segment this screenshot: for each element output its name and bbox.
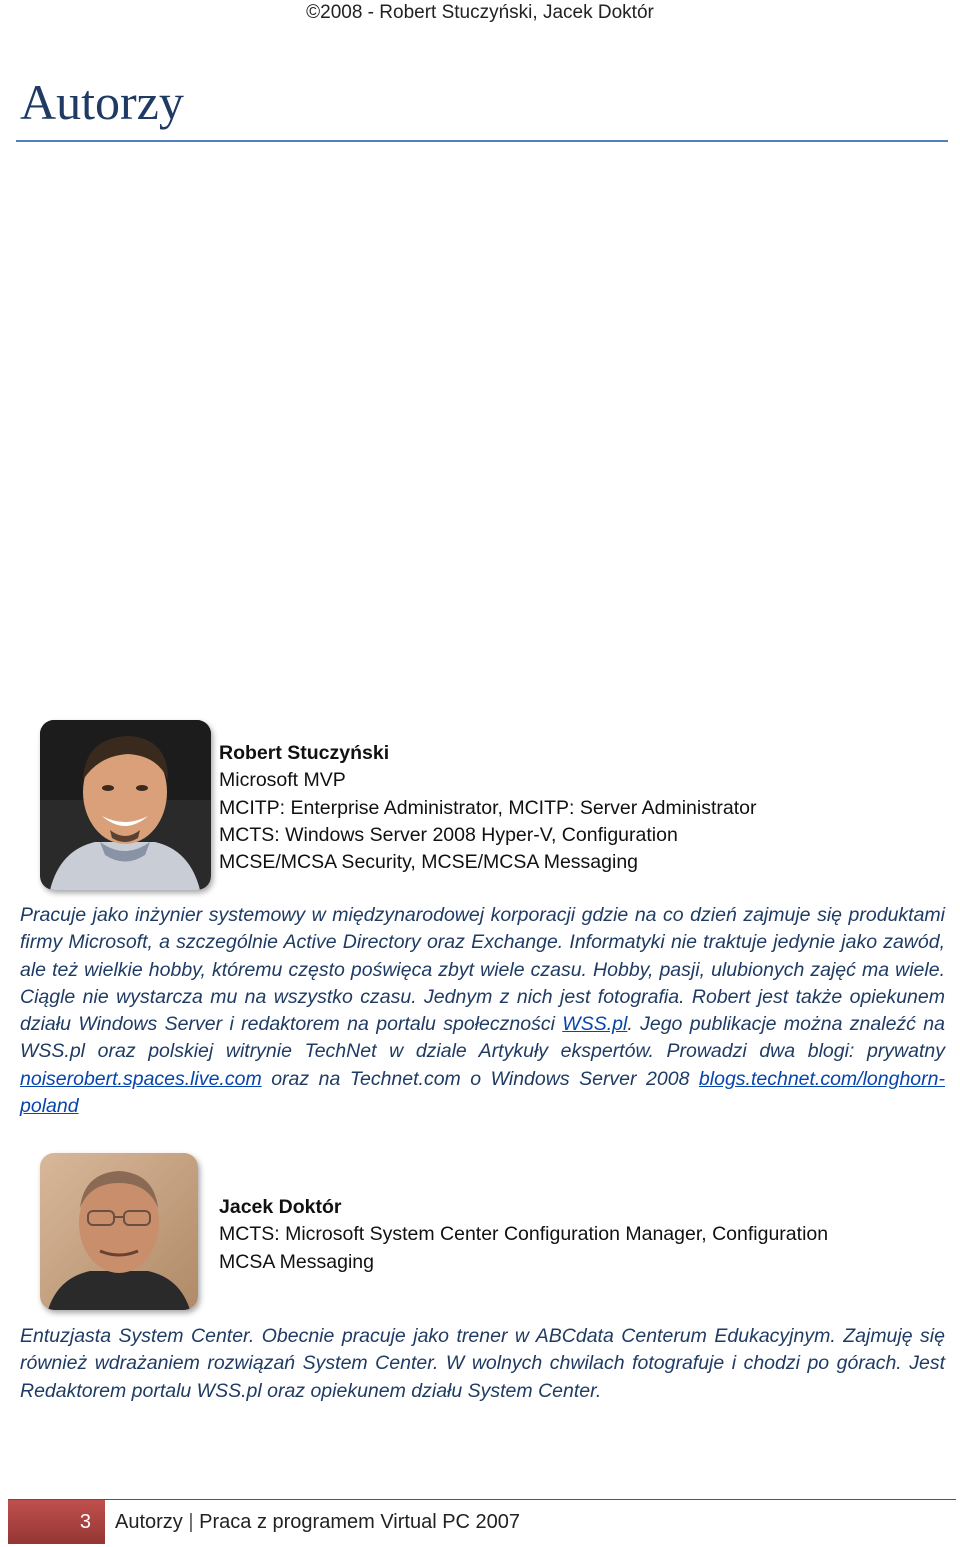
footer-section: Autorzy <box>115 1511 183 1533</box>
author-credential: MCSA Messaging <box>219 1250 374 1273</box>
bio-text: Pracuje jako inżynier systemowy w międzynarodowej korporacji gdzie na co dzień zajmuje się produktami firmy Microsoft, a szczególnie Active Directory oraz Exchange. Informatyki nie traktuje jedynie jako zawód, ale też wielkie hobby, któremu często poświęca zbyt wiele czasu. Hobby, pasji, ulubionych zajęć ma wiele. Ciągle nie wystarcza mu na wszystko czasu. Jednym z nich jest fotografia. Robert jest także opiekunem działu Windows Server i redaktorem na portalu społeczności <box>20 904 945 1036</box>
author-bio-robert <box>20 902 945 1120</box>
page-title: Autorzy <box>20 74 184 130</box>
link-private-blog[interactable]: noiserobert.spaces.live.com <box>20 1067 262 1090</box>
link-wss[interactable]: WSS.pl <box>562 1013 628 1036</box>
author-info-robert <box>219 740 756 876</box>
footer-title <box>115 1508 520 1536</box>
author-credential: MCITP: Enterprise Administrator, MCITP: Server Administrator <box>219 796 757 819</box>
author-name: Robert Stuczyński <box>219 742 390 764</box>
author-photo-robert <box>40 720 211 890</box>
author-credential: MCSE/MCSA Security, MCSE/MCSA Messaging <box>219 851 639 874</box>
footer-book-title: Praca z programem Virtual PC 2007 <box>199 1511 521 1533</box>
title-underline <box>16 140 948 142</box>
author-credential: MCTS: Microsoft System Center Configuration Manager, Configuration <box>219 1223 829 1246</box>
author-bio-jacek: Entuzjasta System Center. Obecnie pracuje jako trener w ABCdata Centerum Edukacyjnym. Zajmuję się również wdrażaniem rozwiązań System Center. W wolnych chwilach fotografuje i chodzi po górach. Jest Redaktorem portalu WSS.pl oraz opiekunem działu System Center. <box>20 1325 945 1402</box>
author-photo-jacek <box>40 1153 198 1310</box>
author-credential: Microsoft MVP <box>219 769 346 792</box>
author-info-jacek <box>219 1194 828 1276</box>
page-header-copyright: ©2008 - Robert Stuczyński, Jacek Doktór <box>306 2 654 23</box>
author-name: Jacek Doktór <box>219 1196 342 1218</box>
footer-page-number: 3 <box>79 1511 91 1533</box>
bio-text: . Jego publikacje można znaleźć na WSS.pl oraz polskiej witrynie TechNet w dziale Artykuły ekspertów. Prowadzi dwa blogi: prywatny <box>20 1013 945 1063</box>
author-credential: MCTS: Windows Server 2008 Hyper-V, Configuration <box>219 823 678 846</box>
footer-separator: | <box>188 1511 194 1533</box>
link-technet-blog[interactable]: blogs.technet.com/longhorn-poland <box>20 1067 945 1118</box>
bio-text: oraz na Technet.com o Windows Server 2008 <box>261 1067 699 1090</box>
footer-rule <box>8 1499 956 1500</box>
